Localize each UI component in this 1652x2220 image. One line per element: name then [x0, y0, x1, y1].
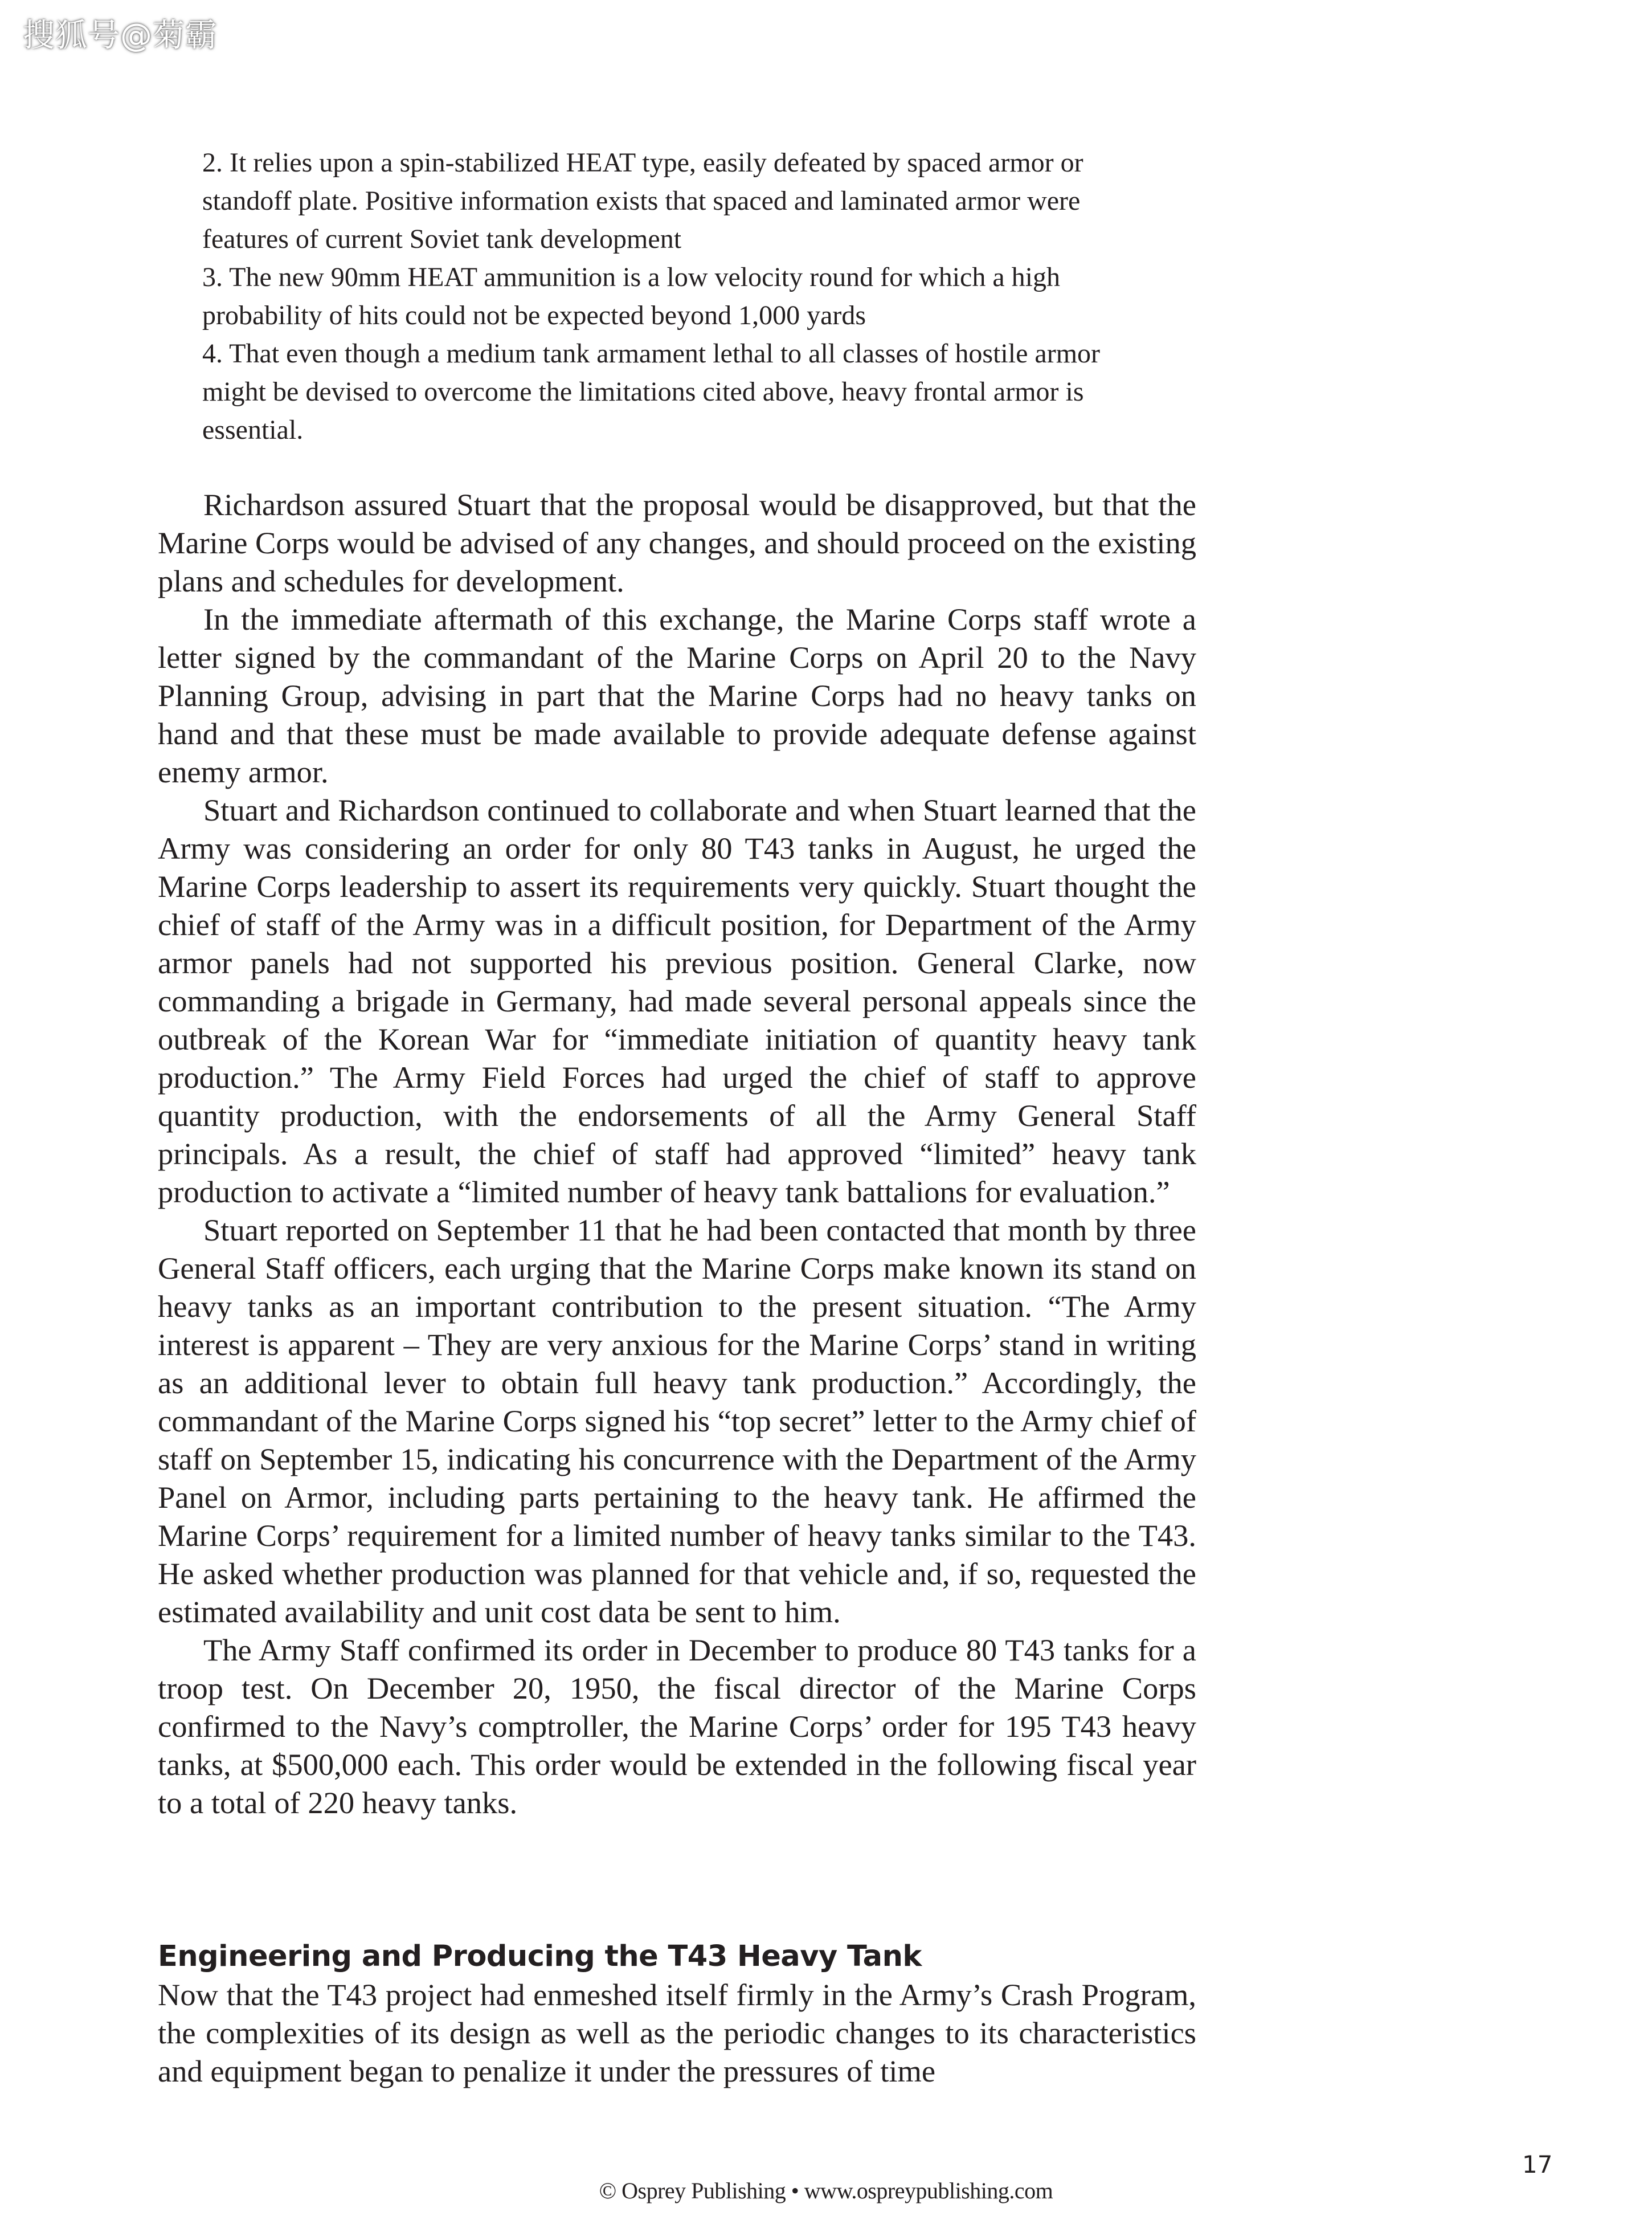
body-paragraph: The Army Staff confirmed its order in December to produce 80 T43 tanks for a troop test. On December 20, 1950, the fiscal director of the Marine Corps confirmed to the Navy’s comptroller, the Marine Corps’ order for 195 T43 heavy tanks, at $500,000 each. This order would be extended in the following fiscal year to a total of 220 heavy tanks.: [158, 1633, 1196, 1820]
quoted-list-item: 2. It relies upon a spin-stabilized HEAT type, easily defeated by spaced armor or standoff plate. Positive information exists that spaced and laminated armor were features of current Soviet tank development: [202, 148, 1083, 254]
body-paragraph: Richardson assured Stuart that the proposal would be disapproved, but that the Marine Corps would be advised of any changes, and should proceed on the existing plans and schedules for development.: [158, 487, 1196, 598]
quoted-list-item: 4. That even though a medium tank armament lethal to all classes of hostile armor might be devised to overcome the limitations cited above, heavy frontal armor is essential.: [202, 338, 1101, 445]
section-paragraph: Now that the T43 project had enmeshed itself firmly in the Army’s Crash Program, the complexities of its design as well as the periodic changes to its characteristics and equipment began to penalize it under the pressures of time: [158, 1977, 1196, 2088]
body-text: [158, 485, 1196, 1822]
quoted-list: [202, 144, 1151, 449]
watermark: 搜狐号@菊霸: [23, 17, 218, 54]
section: [158, 1937, 1196, 2090]
footer: © Osprey Publishing • www.ospreypublishing.com: [599, 2178, 1053, 2203]
section-heading: Engineering and Producing the T43 Heavy Tank: [158, 1940, 922, 1973]
page-number: 17: [1522, 2150, 1553, 2178]
quoted-list-item: 3. The new 90mm HEAT ammunition is a low velocity round for which a high probability of hits could not be expected beyond 1,000 yards: [202, 262, 1060, 330]
body-paragraph: Stuart and Richardson continued to collaborate and when Stuart learned that the Army was considering an order for only 80 T43 tanks in August, he urged the Marine Corps leadership to assert its requirements very quickly. Stuart thought the chief of staff of the Army was in a difficult position, for Department of the Army armor panels had not supported his previous position. General Clarke, now commanding a brigade in Germany, had made several personal appeals since the outbreak of the Korean War for “immediate initiation of quantity heavy tank production.” The Army Field Forces had urged the chief of staff to approve quantity production, with the endorsements of all the Army General Staff principals. As a result, the chief of staff had approved “limited” heavy tank production to activate a “limited number of heavy tank battalions for evaluation.”: [158, 793, 1196, 1209]
body-paragraph: In the immediate aftermath of this exchange, the Marine Corps staff wrote a letter signed by the commandant of the Marine Corps on April 20 to the Navy Planning Group, advising in part that the Marine Corps had no heavy tanks on hand and that these must be made available to provide adequate defense against enemy armor.: [158, 602, 1196, 789]
body-paragraph: Stuart reported on September 11 that he had been contacted that month by three General Staff officers, each urging that the Marine Corps make known its stand on heavy tanks as an important contribution to the present situation. “The Army interest is apparent – They are very anxious for the Marine Corps’ stand in writing as an additional lever to obtain full heavy tank production.” Accordingly, the commandant of the Marine Corps signed his “top secret” letter to the Army chief of staff on September 15, indicating his concurrence with the Department of the Army Panel on Armor, including parts pertaining to the heavy tank. He affirmed the Marine Corps’ requirement for a limited number of heavy tanks similar to the T43. He asked whether production was planned for that vehicle and, if so, requested the estimated availability and unit cost data be sent to him.: [158, 1213, 1196, 1629]
